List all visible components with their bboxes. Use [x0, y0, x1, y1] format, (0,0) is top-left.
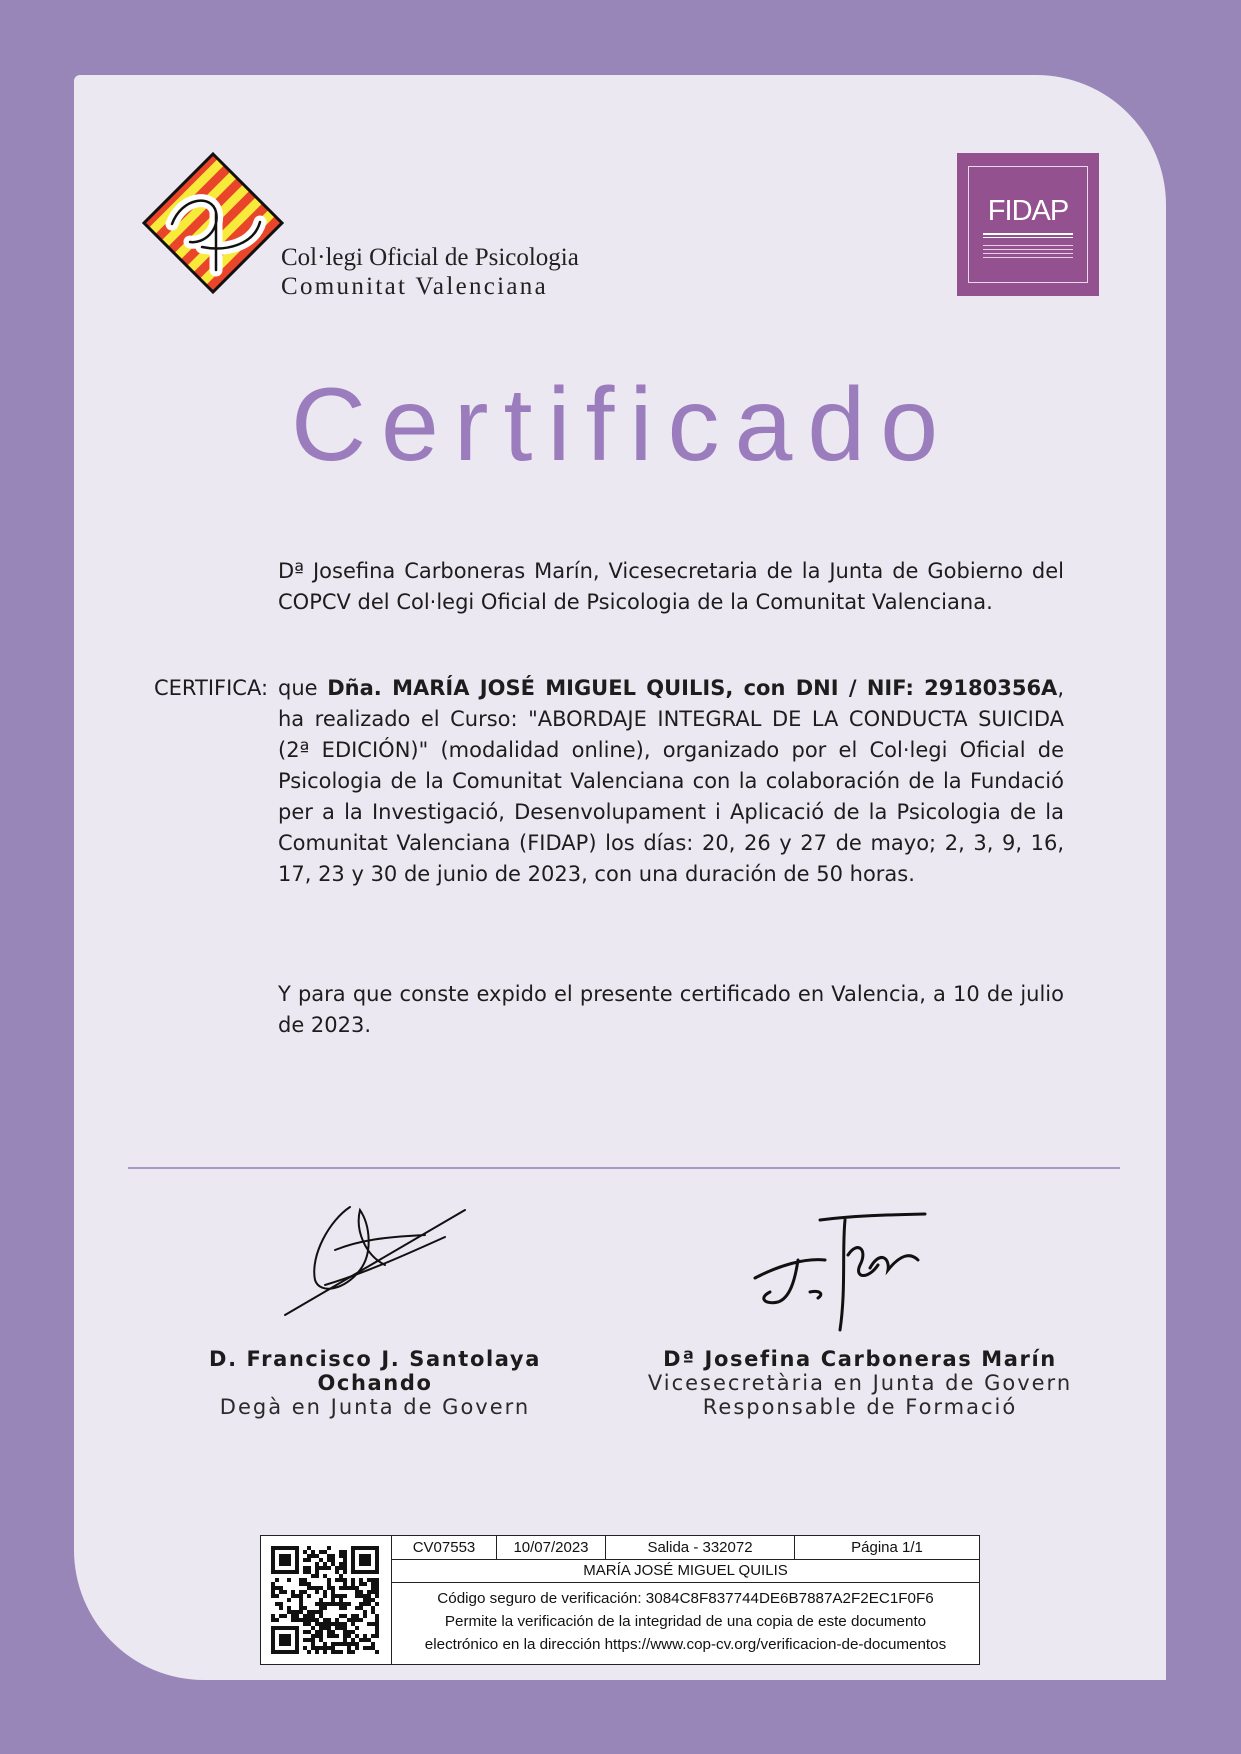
- fidap-logo: [957, 153, 1099, 296]
- verification-text: [392, 1587, 979, 1656]
- verification-box: [260, 1535, 980, 1665]
- verification-date: 10/07/2023: [497, 1536, 606, 1559]
- signature-carboneras: [750, 1210, 935, 1335]
- certifica-label: CERTIFICA:: [154, 676, 269, 700]
- signer-2: [620, 1347, 1100, 1419]
- divider: [128, 1167, 1120, 1169]
- verification-line: Código seguro de verificación: 3084C8F837744DE6B7887A2F2EC1F0F6: [437, 1590, 934, 1607]
- signer-1: [150, 1347, 600, 1419]
- signer-name: D. Francisco J. Santolaya Ochando: [209, 1347, 541, 1395]
- signer-role: Degà en Junta de Govern: [219, 1395, 531, 1419]
- certifica-prefix: que: [278, 676, 328, 700]
- verification-header-row: [392, 1536, 979, 1560]
- certificate-title: Certificado: [290, 367, 954, 483]
- cop-logo: [142, 152, 284, 294]
- verification-details: [391, 1536, 979, 1664]
- signer-role: Responsable de Formació: [702, 1395, 1018, 1419]
- fidap-logo-text: FIDAP: [987, 195, 1069, 227]
- fidap-logo-small-print: [983, 245, 1073, 261]
- certifica-details: , ha realizado el Curso: "ABORDAJE INTEGRAL DE LA CONDUCTA SUICIDA (2ª EDICIÓN)" (modalidad online), organizado por el Col·legi Oficial de Psicologia de la Comunitat Valenciana con la colaboración de la Fundació per a la Investigació, Desenvolupament i Aplicació de la Psicologia de la Comunitat Valenciana (FIDAP) los días: 20, 26 y 27 de mayo; 2, 3, 9, 16, 17, 23 y 30 de junio de 2023, con una duración de 50 horas.: [278, 676, 1064, 886]
- verification-holder: MARÍA JOSÉ MIGUEL QUILIS: [392, 1559, 979, 1583]
- verification-line[interactable]: electrónico en la dirección https://www.cop-cv.org/verificacion-de-documentos: [424, 1636, 947, 1653]
- verification-code: CV07553: [392, 1536, 497, 1559]
- signer-role: Vicesecretària en Junta de Govern: [647, 1371, 1073, 1395]
- org-name-line2: Comunitat Valenciana: [281, 273, 549, 300]
- intro-paragraph: Dª Josefina Carboneras Marín, Vicesecretaria de la Junta de Gobierno del COPCV del Col·legi Oficial de Psicologia de la Comunitat Valenciana.: [278, 559, 1064, 614]
- verification-line: Permite la verificación de la integridad de una copia de este documento: [444, 1613, 927, 1630]
- org-name-line1: Col·legi Oficial de Psicologia: [281, 244, 579, 271]
- fidap-logo-rule: [983, 237, 1073, 238]
- org-name: [281, 243, 579, 301]
- signature-santolaya: [275, 1195, 475, 1325]
- closing-paragraph: Y para que conste expido el presente certificado en Valencia, a 10 de julio de 2023.: [278, 982, 1064, 1037]
- fidap-logo-rule: [983, 233, 1073, 235]
- verification-page: Página 1/1: [851, 1539, 923, 1556]
- signer-name: Dª Josefina Carboneras Marín: [663, 1347, 1057, 1371]
- qr-code[interactable]: [271, 1546, 379, 1654]
- verification-salida: Salida - 332072: [606, 1536, 795, 1559]
- recipient-name: Dña. MARÍA JOSÉ MIGUEL QUILIS, con DNI / NIF: 29180356A: [327, 676, 1058, 700]
- fidap-logo-frame: [968, 166, 1088, 283]
- certifica-paragraph: [278, 673, 1064, 890]
